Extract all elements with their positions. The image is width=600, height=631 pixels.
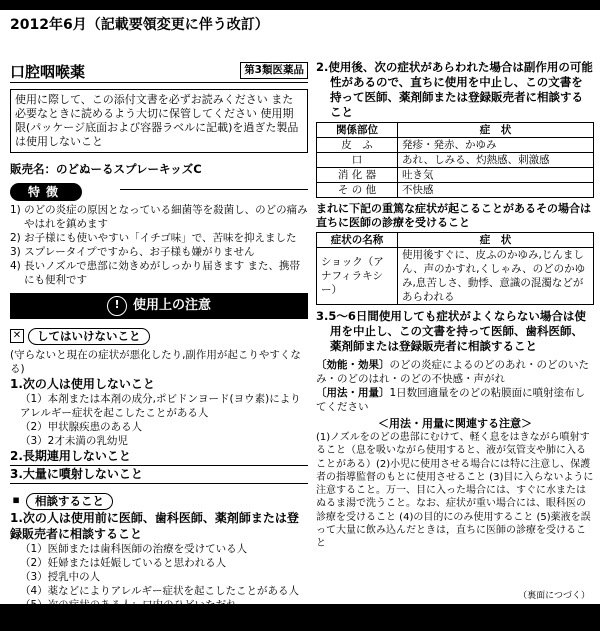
usage-banner-text: 使用上の注意	[132, 298, 211, 313]
dosage	[316, 386, 594, 414]
dont-item-1-sub1: （1）本剤または本剤の成分,ポビドンヨード(ヨウ素)によりアレルギー症状を起こしたことがある人	[20, 393, 301, 419]
feature-item: 1) のどの炎症の原因となっている細菌等を殺菌し、のどの痛みやはれを鎮めます	[10, 204, 308, 230]
top-band	[0, 0, 600, 10]
features-rule	[120, 189, 308, 190]
serious-header-symptom: 症 状	[398, 233, 594, 248]
feature-item: 4) 長いノズルで患部に効きめがしっかり届きます また、携帯にも便利です	[10, 260, 301, 286]
consult-sub: （3）授乳中の人	[20, 571, 101, 583]
consult-item-1: 1.次の人は使用前に医師、歯科医師、薬剤師または登録販売者に相談すること	[10, 511, 299, 541]
table-row	[317, 138, 594, 153]
table-row	[317, 183, 594, 198]
category-badge: 第3類医薬品	[240, 62, 308, 79]
consult-label: 相談すること	[26, 493, 113, 510]
consult-sub: （1）医師または歯科医師の治療を受けている人	[20, 543, 248, 555]
right-column	[316, 60, 594, 551]
symptom-table	[316, 122, 594, 198]
symptom-header-symptom: 症 状	[398, 123, 594, 138]
right-item-2: 2.使用後、次の症状があらわれた場合は副作用の可能性があるので、直ちに使用を中止し、この文書を持って医師、薬剤師または登録販売者に相談すること	[316, 60, 593, 119]
prohibit-icon: ✕	[10, 329, 24, 343]
precautions-text: (1)ノズルをのどの患部にむけて、軽く息をはきながら噴射すること（息を吸いながら使用すると、液が気管支や肺に入ることがある）(2)小児に使用させる場合には特に注意し、保護者の指導監督のもとに使用させること (3)目に入らないように注意すること。万一、目に入った場合には、すぐに水またはぬるま湯で洗うこと。なお、症状が重い場合には、眼科医の診療を受けること (4)の目的にのみ使用すること (5)薬液を誤って大量に飲み込んだときは，直ちに医師の診療を受けること	[316, 432, 594, 550]
consult-sub: （4）薬などによりアレルギー症状を起こしたことがある人	[20, 585, 299, 597]
consult-heading	[10, 490, 308, 510]
dosage-text: 1日数回適量をのどの粘膜面に噴射塗布してください	[316, 387, 586, 413]
precautions-heading: ＜用法・用量に関連する注意＞	[378, 417, 532, 430]
table-row	[317, 168, 594, 183]
dont-item-3: 3.大量に噴射しないこと	[10, 466, 308, 484]
dont-item-1: 1.次の人は使用しないこと	[10, 377, 155, 391]
table-cell: 口	[317, 153, 398, 168]
continue-note: （裏面につづく）	[518, 591, 590, 601]
serious-note: まれに下記の重篤な症状が起こることがあるその場合は直ちに医師の診療を受けること	[316, 202, 591, 229]
feature-item: 3) スプレータイプですから、お子様も嫌がりません	[10, 246, 255, 258]
dont-item-1-sub3: （3）2才未満の乳幼児	[20, 435, 128, 447]
efficacy-text: のどの炎症によるのどのあれ・のどのいたみ・のどのはれ・のどの不快感・声がれ	[316, 359, 589, 385]
features-heading	[10, 181, 308, 201]
table-row	[317, 153, 594, 168]
consult-sub: （2）妊婦または妊娠していると思われる人	[20, 557, 227, 569]
table-cell: 消 化 器	[317, 168, 398, 183]
consult-icon: ◾	[12, 494, 20, 506]
features-list	[10, 203, 308, 287]
table-cell: 吐き気	[398, 168, 594, 183]
table-cell: ショック（アナフィラキシー）	[317, 248, 398, 305]
serious-header-name: 症状の名称	[317, 233, 398, 248]
table-cell: そ の 他	[317, 183, 398, 198]
table-cell: 発疹・発赤、かゆみ	[398, 138, 594, 153]
table-cell: 使用後すぐに、皮ふのかゆみ,じんましん、声のかすれ,くしゃみ、のどのかゆみ,息苦しさ、動悸、意識の混濁などがあらわれる	[398, 248, 594, 305]
features-pill: 特徴	[10, 183, 82, 201]
right-item-3: 3.5～6日間使用しても症状がよくならない場合は使用を中止し、この文書を持って医師、歯科医師、薬剤師または登録販売者に相談すること	[316, 309, 586, 353]
feature-item: 2) お子様にも使いやすい「イチゴ味」で、苦味を抑えました	[10, 232, 297, 244]
symptom-header-part: 関係部位	[317, 123, 398, 138]
title-row	[10, 60, 308, 83]
notice-box: 使用に際して、この添付文書を必ずお読みください また必要なときに読めるよう大切に保管してください 使用期限(パッケージ底面および容器ラベルに記載)を過ぎた製品は使用しないこと	[10, 89, 308, 153]
table-cell: あれ、しみる、灼熱感、刺激感	[398, 153, 594, 168]
table-row	[317, 248, 594, 305]
left-column	[10, 60, 308, 612]
serious-table	[316, 232, 594, 305]
usage-banner	[10, 293, 308, 319]
table-cell: 皮 ふ	[317, 138, 398, 153]
product-title: 口腔咽喉薬	[10, 63, 86, 81]
warning-icon: !	[107, 296, 127, 316]
dont-item-2: 2.長期連用しないこと	[10, 448, 308, 466]
dont-note: (守らないと現在の症状が悪化したり,副作用が起こりやすくなる)	[10, 349, 301, 375]
header-bar	[0, 0, 600, 58]
brand-name: 販売名：のどぬーるスプレーキッズC	[10, 162, 202, 176]
dont-heading	[10, 325, 308, 345]
dosage-label: 〔用法・用量〕	[316, 387, 390, 399]
efficacy-label: 〔効能・効果〕	[316, 359, 390, 371]
table-cell: 不快感	[398, 183, 594, 198]
dont-item-1-sub2: （2）甲状腺疾患のある人	[20, 421, 143, 433]
date-note: 2012年6月（記載要領変更に伴う改訂）	[10, 17, 269, 33]
efficacy	[316, 358, 594, 386]
dont-label: してはいけないこと	[28, 328, 150, 345]
bottom-bar	[0, 604, 600, 631]
